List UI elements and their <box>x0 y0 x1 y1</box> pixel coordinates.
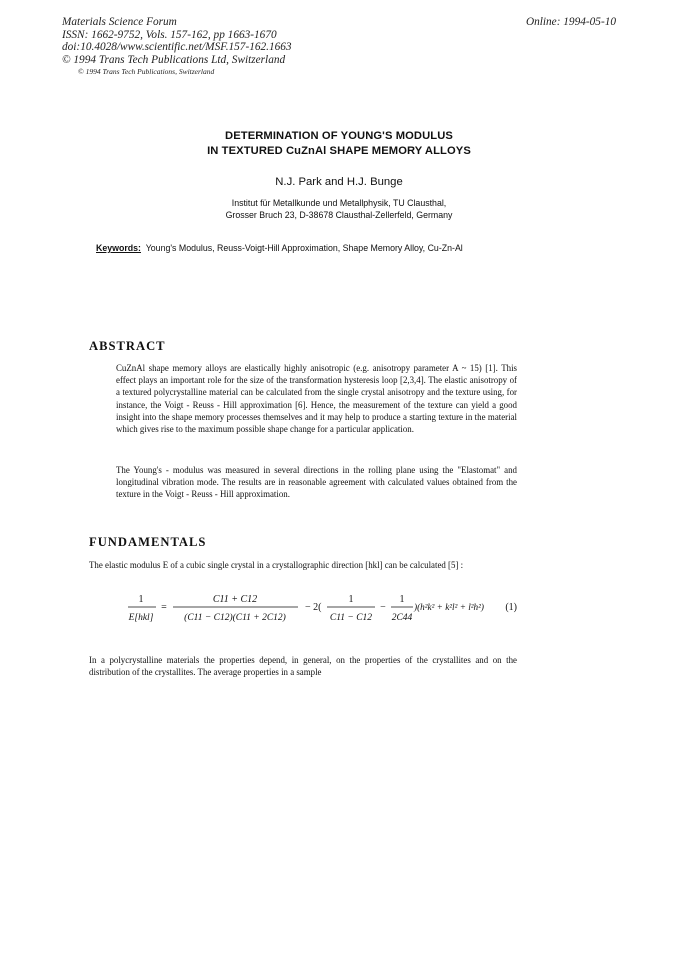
affiliation-line-2: Grosser Bruch 23, D-38678 Clausthal-Zellerfeld, Germany <box>225 209 453 220</box>
online-date: Online: 1994-05-10 <box>525 16 616 28</box>
keywords-label: Keywords: <box>96 243 141 253</box>
eq-equals: = <box>161 602 167 613</box>
eq-minus-two: − 2( <box>305 602 322 613</box>
keywords-text: Young's Modulus, Reuss-Voigt-Hill Approximation, Shape Memory Alloy, Cu-Zn-Al <box>145 243 463 253</box>
fundamentals-paragraph-1: The elastic modulus E of a cubic single crystal in a crystallographic direction [hkl] can be calculated [5] : <box>89 560 464 570</box>
equation-1 <box>100 591 520 627</box>
journal-meta <box>62 16 292 66</box>
abstract-paragraph-1: CuZnAl shape memory alloys are elastically highly anisotropic (e.g. anisotropy parameter A ~ 15) [1]. This effect plays an important role for the size of the transformation hysteresis loop [2,3,4]. The elastic anisotropy of a textured polycrystalline material can be calculated from the single crystal anisotropy and the texture using, for instance, the Voigt - Reuss - Hill approximation [6]. Hence, the measurement of the texture can yield a good insight into the shape memory processes themselves and it may help to produce a starting texture in the material which gives rise to the maximum possible shape change for a particular application. <box>116 363 517 435</box>
journal-name: Materials Science Forum <box>62 16 177 28</box>
fundamentals-heading: FUNDAMENTALS <box>89 535 207 549</box>
eq-lhs-denominator: E[hkl] <box>128 613 154 623</box>
eq-lhs-numerator: 1 <box>138 594 144 605</box>
small-copyright: © 1994 Trans Tech Publications, Switzerland <box>78 67 215 76</box>
eq-tail: )(h²k² + k²l² + l²h²) <box>412 602 484 612</box>
affiliation <box>0 198 678 221</box>
eq-minus: − <box>380 602 386 613</box>
eq-frac2-numerator: 1 <box>348 594 354 605</box>
copyright-line: © 1994 Trans Tech Publications Ltd, Switzerland <box>62 53 286 66</box>
keywords <box>96 243 516 255</box>
title-line-2: IN TEXTURED CuZnAl SHAPE MEMORY ALLOYS <box>207 145 471 157</box>
fundamentals-paragraph-2: In a polycrystalline materials the properties depend, in general, on the properties of the crystallites and on the distribution of the crystallites. The average properties in a sample <box>89 655 517 678</box>
doi-line: doi:10.4028/www.scientific.net/MSF.157-162.1663 <box>62 41 292 53</box>
eq-frac3-denominator: 2C44 <box>391 613 413 623</box>
eq-frac1-numerator: C11 + C12 <box>212 594 258 605</box>
eq-number: (1) <box>505 602 517 613</box>
eq-frac2-denominator: C11 − C12 <box>329 613 373 623</box>
abstract-paragraph-2: The Young's - modulus was measured in several directions in the rolling plane using the "Elastomat" and longitudinal vibration mode. The results are in reasonable agreement with calculated values obtained from the texture in the Voigt - Reuss - Hill approximation. <box>116 465 517 500</box>
authors: N.J. Park and H.J. Bunge <box>275 176 403 188</box>
eq-frac1-denominator: (C11 − C12)(C11 + 2C12) <box>184 613 286 623</box>
article-title <box>0 129 678 159</box>
affiliation-line-1: Institut für Metallkunde und Metallphysik, TU Clausthal, <box>231 198 447 208</box>
eq-frac3-numerator: 1 <box>399 594 405 605</box>
issn-line: ISSN: 1662-9752, Vols. 157-162, pp 1663-1670 <box>62 28 277 41</box>
abstract-heading: ABSTRACT <box>89 339 166 353</box>
title-line-1: DETERMINATION OF YOUNG'S MODULUS <box>225 130 453 142</box>
